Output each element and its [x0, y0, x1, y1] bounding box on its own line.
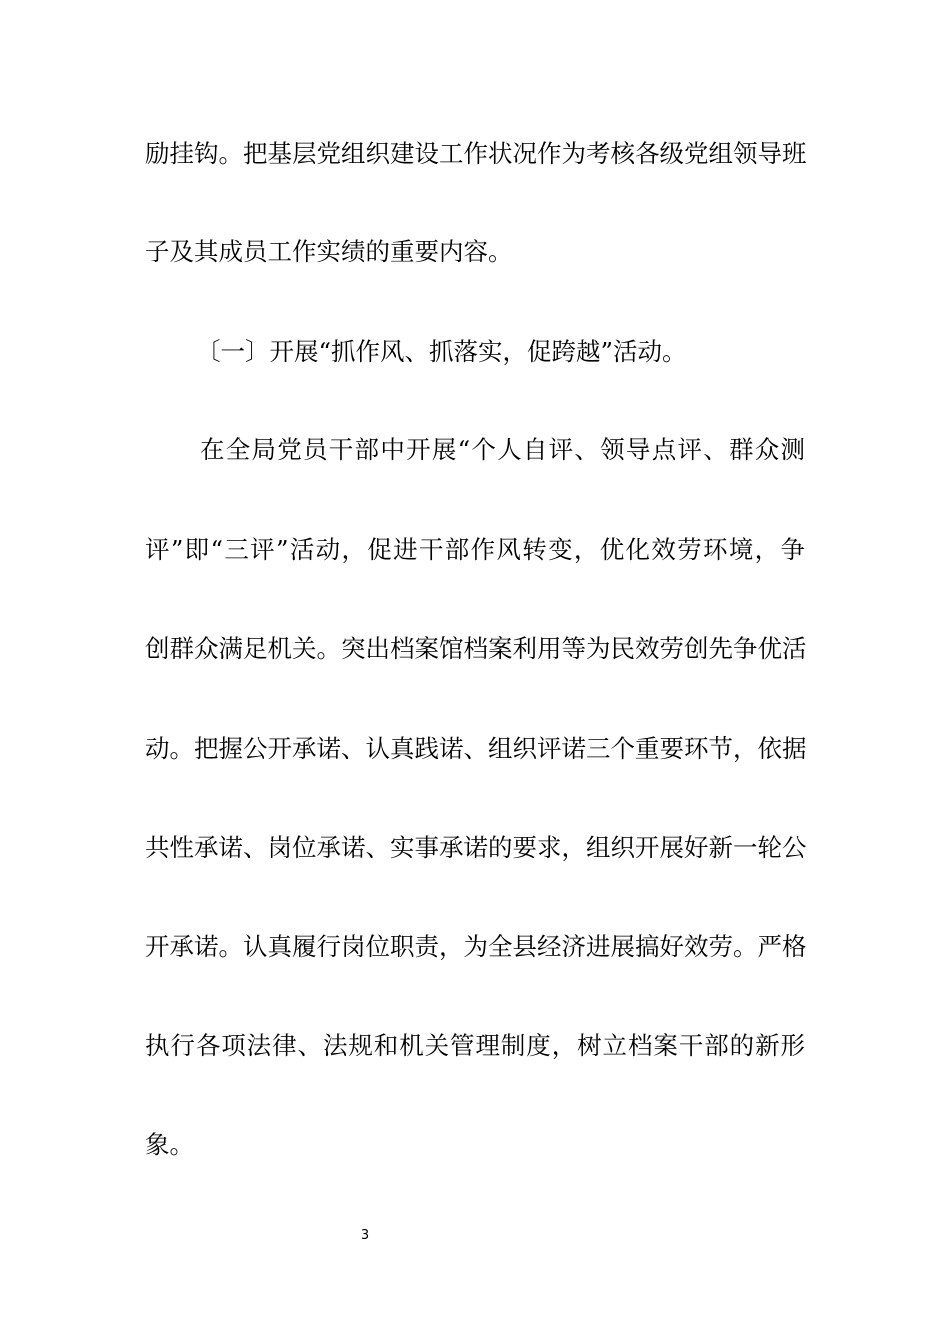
- text-line-9: 开承诺。认真履行岗位职责，为全县经济进展搞好效劳。严格: [145, 932, 807, 961]
- text-line-8: 共性承诺、岗位承诺、实事承诺的要求，组织开展好新一轮公: [145, 833, 807, 862]
- text-line-1: 励挂钩。把基层党组织建设工作状况作为考核各级党组领导班: [145, 139, 807, 168]
- text-line-4: 在全局党员干部中开展“个人自评、领导点评、群众测: [200, 435, 805, 464]
- text-line-2: 子及其成员工作实绩的重要内容。: [145, 237, 513, 266]
- section-heading: 〔一〕开展“抓作风、抓落实，促跨越”活动。: [196, 337, 687, 366]
- page-number: 3: [360, 1228, 370, 1243]
- text-line-10: 执行各项法律、法规和机关管理制度，树立档案干部的新形: [145, 1031, 805, 1060]
- text-line-5: 评”即“三评”活动，促进干部作风转变，优化效劳环境，争: [145, 535, 805, 564]
- text-line-6: 创群众满足机关。突出档案馆档案利用等为民效劳创先争优活: [145, 634, 807, 663]
- text-line-7: 动。把握公开承诺、认真践诺、组织评诺三个重要环节，依据: [145, 734, 807, 763]
- text-line-11: 象。: [145, 1130, 194, 1159]
